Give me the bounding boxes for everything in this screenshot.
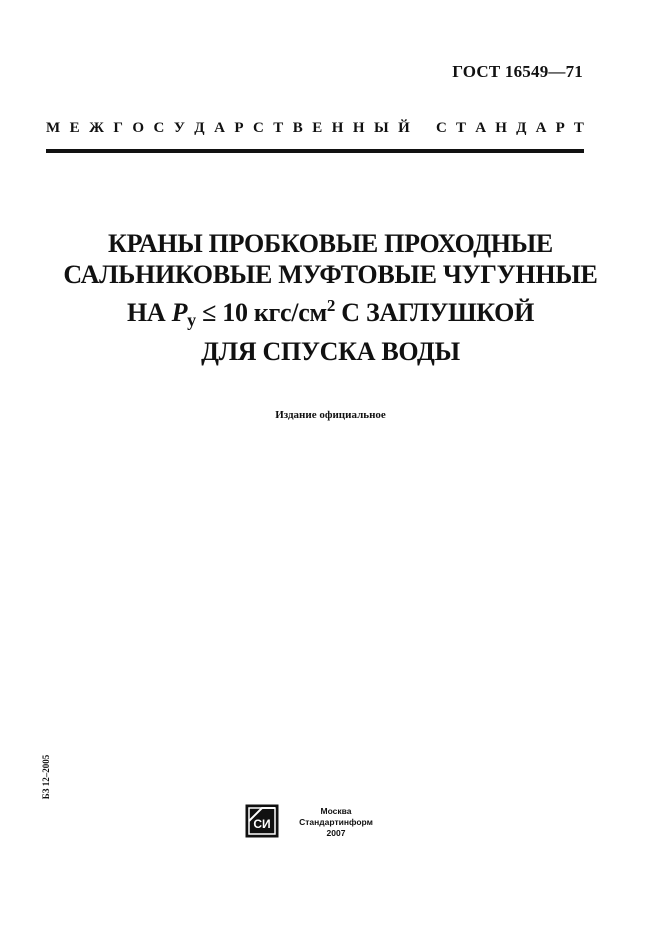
header-rule xyxy=(46,149,584,153)
header-letter: Д xyxy=(516,120,527,136)
publisher-block xyxy=(290,806,382,839)
header-letter: С xyxy=(153,120,165,136)
pressure-symbol: P xyxy=(171,298,188,327)
title-line-3-prefix: НА xyxy=(126,298,166,327)
title-line-1: КРАНЫ ПРОБКОВЫЕ ПРОХОДНЫЕ xyxy=(108,229,553,258)
pressure-subscript: y xyxy=(187,310,196,330)
header-letter: Е xyxy=(69,120,80,136)
header-letter: Т xyxy=(456,120,467,136)
document-title xyxy=(0,228,661,367)
header-letter: Е xyxy=(312,120,323,136)
logo-text: СИ xyxy=(253,817,271,831)
header-letter: М xyxy=(46,120,61,136)
edition-note: Издание официальное xyxy=(275,409,386,421)
publisher-year: 2007 xyxy=(326,828,346,838)
header-letter: В xyxy=(292,120,303,136)
header-letter: Р xyxy=(555,120,565,136)
title-line-2: САЛЬНИКОВЫЕ МУФТОВЫЕ ЧУГУННЫЕ xyxy=(63,260,598,289)
header-band xyxy=(46,120,584,137)
header-letter: Н xyxy=(352,120,365,136)
header-letter: О xyxy=(132,120,145,136)
title-line-3-suffix: С ЗАГЛУШКОЙ xyxy=(341,298,535,327)
header-letter: А xyxy=(475,120,487,136)
header-letter: А xyxy=(535,120,547,136)
header-letter: Г xyxy=(113,120,123,136)
header-word-interstate xyxy=(46,120,410,137)
pressure-superscript: 2 xyxy=(326,296,336,315)
header-letter: С xyxy=(436,120,447,136)
title-line-3 xyxy=(0,290,661,336)
document-code: ГОСТ 16549—71 xyxy=(452,62,583,81)
header-letter: Ы xyxy=(373,120,389,136)
header-letter: Й xyxy=(398,120,410,136)
header-letter: Ж xyxy=(89,120,104,136)
side-code: БЗ 12–2005 xyxy=(41,754,51,800)
header-letter: Т xyxy=(573,120,584,136)
pressure-value: ≤ 10 кгс/см xyxy=(202,298,327,327)
publisher-name: Стандартинформ xyxy=(299,817,373,827)
header-letter: Н xyxy=(495,120,507,136)
header-word-standard xyxy=(436,120,584,137)
title-line-4: ДЛЯ СПУСКА ВОДЫ xyxy=(201,337,460,366)
header-letter: Р xyxy=(234,120,244,136)
header-letter: У xyxy=(173,120,185,136)
standartinform-logo xyxy=(245,804,279,838)
header-letter: А xyxy=(214,120,225,136)
header-letter: Д xyxy=(194,120,205,136)
header-letter: Т xyxy=(273,120,284,136)
header-letter: Н xyxy=(331,120,344,136)
publisher-city: Москва xyxy=(320,806,352,816)
header-letter: С xyxy=(252,120,264,136)
